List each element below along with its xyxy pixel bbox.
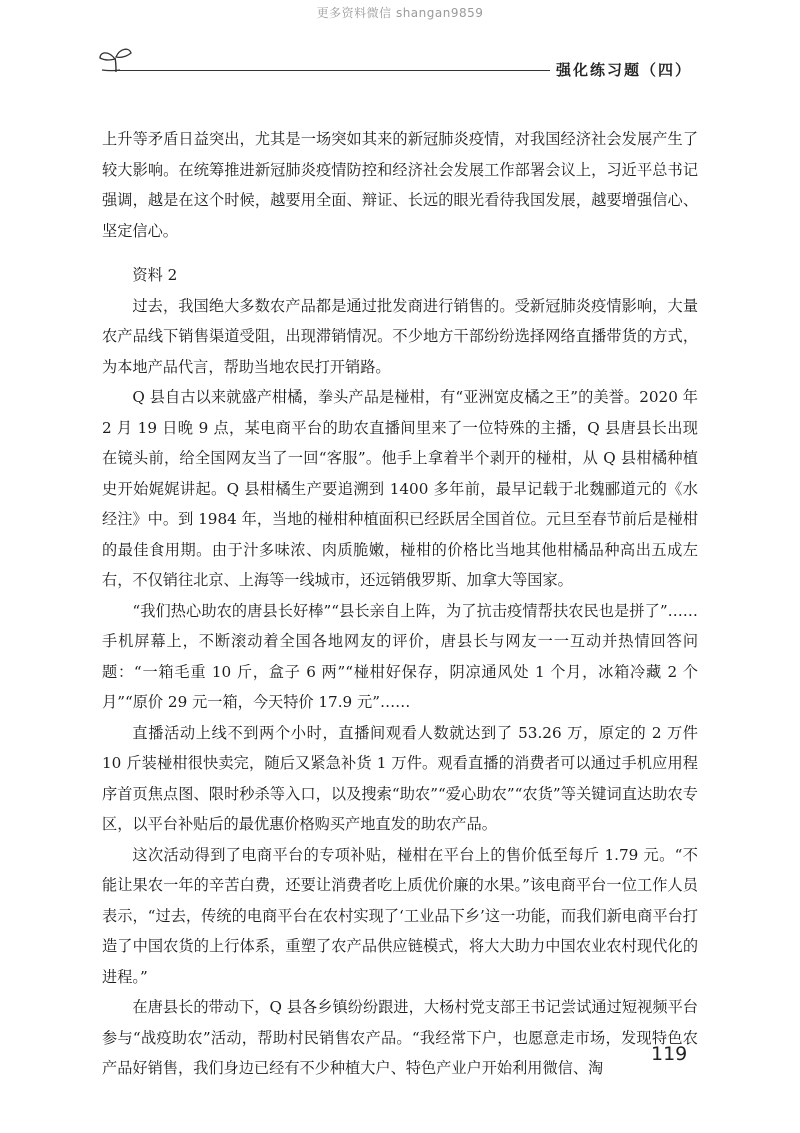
watermark: 更多资料微信 shangan9859 [316, 6, 484, 20]
header-title: 强化练习题（四） [556, 61, 693, 79]
page-number: 119 [651, 1043, 688, 1065]
paragraph: 过去，我国绝大多数农产品都是通过批发商进行销售的。受新冠肺炎疫情影响，大量农产品线下销售渠道受阻，出现滞销情况。不少地方干部纷纷选择网络直播带货的方式，为本地产品代言，帮助当地农民打开销路。 [102, 296, 698, 376]
paragraph: 这次活动得到了电商平台的专项补贴，椪柑在平台上的售价低至每斤 1.79 元。“不能让果农一年的辛苦白费，还要让消费者吃上质优价廉的水果。”该电商平台一位工作人员表示，“过去，传统的电商平台在农村实现了‘工业品下乡’这一功能，而我们新电商平台打造了中国农货的上行体系，重塑了农产品供应链模式，将大大助力中国农业农村现代化的进程。” [102, 845, 698, 986]
paragraph: 直播活动上线不到两个小时，直播间观看人数就达到了 53.26 万，原定的 2 万件 10 斤装椪柑很快卖完，随后又紧急补货 1 万件。观看直播的消费者可以通过手机应用程序首页焦点图、限时秒杀等入口，以及搜索“助农”“爱心助农”“农货”等关键词直达助农专区，以平台补贴后的最优惠价格购买产地直发的助农产品。 [102, 723, 698, 833]
paragraph: 在唐县长的带动下，Q 县各乡镇纷纷跟进，大杨村党支部王书记尝试通过短视频平台参与“战疫助农”活动，帮助村民销售农产品。“我经常下户，也愿意走市场，发现特色农产品好销售，我们身边已经有不少种植大户、特色产业户开始利用微信、淘 [102, 998, 698, 1077]
paragraph: 上升等矛盾日益突出，尤其是一场突如其来的新冠肺炎疫情，对我国经济社会发展产生了较大影响。在统筹推进新冠肺炎疫情防控和经济社会发展工作部署会议上，习近平总书记强调，越是在这个时候，越要用全面、辩证、长远的眼光看待我国发展，越要增强信心、坚定信心。 [102, 130, 698, 240]
paragraph: Q 县自古以来就盛产柑橘，拳头产品是椪柑，有“亚洲宽皮橘之王”的美誉。2020 年 2 月 19 日晚 9 点，某电商平台的助农直播间里来了一位特殊的主播，Q 县唐县长出现在镜头前，给全国网友当了一回“客服”。他手上拿着半个剥开的椪柑，从 Q 县柑橘种植史开始娓娓讲起。Q 县柑橘生产要追溯到 1400 多年前，最早记载于北魏郦道元的《水经注》中。到 1984 年，当地的椪柑种植面积已经跃居全国首位。元旦至春节前后是椪柑的最佳食用期。由于汁多味浓、肉质脆嫩，椪柑的价格比当地其他柑橘品种高出五成左右，不仅销往北京、上海等一线城市，还远销俄罗斯、加拿大等国家。 [102, 388, 698, 589]
header-rule [106, 70, 550, 71]
body-text [102, 124, 698, 1084]
section-heading: 资料 2 [132, 266, 178, 284]
paragraph: “我们热心助农的唐县长好棒”“县长亲自上阵，为了抗击疫情帮扶农民也是拼了”……手机屏幕上，不断滚动着全国各地网友的评价，唐县长与网友一一互动并热情回答问题：“一箱毛重 10 斤，盒子 6 两”“椪柑好保存，阴凉通风处 1 个月，冰箱冷藏 2 个月”“原价 29 元一箱，今天特价 17.9 元”…… [102, 601, 698, 711]
